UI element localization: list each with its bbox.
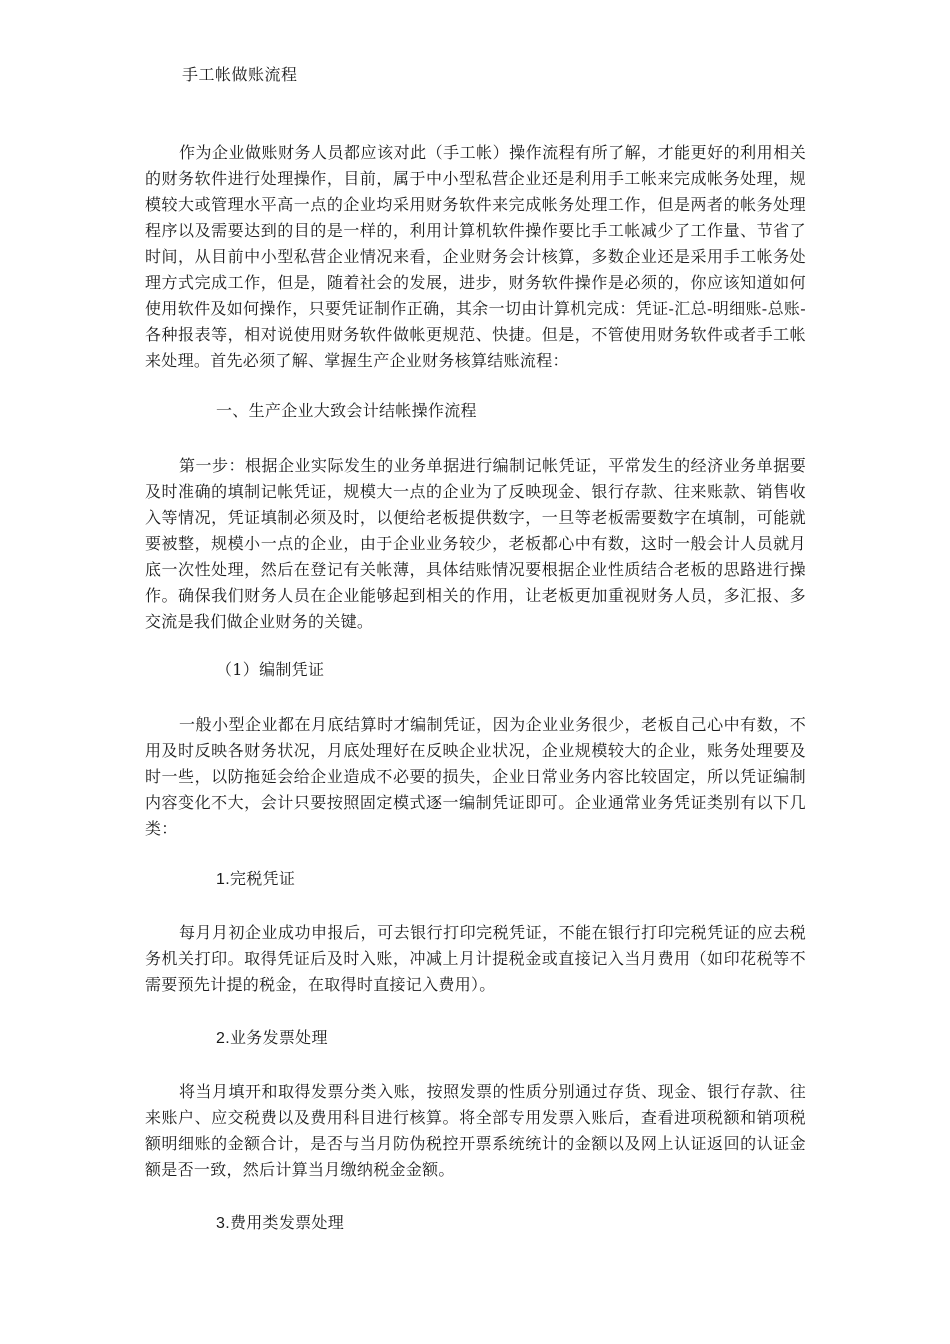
- step-1-paragraph: 第一步：根据企业实际发生的业务单据进行编制记帐凭证，平常发生的经济业务单据要及时准确的填制记帐凭证，规模大一点的企业为了反映现金、银行存款、往来账款、销售收入等情况，凭证填制必须及时，以便给老板提供数字，一旦等老板需要数字在填制，可能就要被整，规模小一点的企业，由于企业业务较少，老板都心中有数，这时一般会计人员就月底一次性处理，然后在登记有关帐薄，具体结账情况要根据企业性质结合老板的思路进行操作。确保我们财务人员在企业能够起到相关的作用，让老板更加重视财务人员，多汇报、多交流是我们做企业财务的关键。: [145, 456, 806, 631]
- subsection-1-heading: （1）编制凭证: [216, 660, 325, 679]
- item-2-paragraph: 将当月填开和取得发票分类入账，按照发票的性质分别通过存货、现金、银行存款、往来账户、应交税费以及费用科目进行核算。将全部专用发票入账后，查看进项税额和销项税额明细账的金额合计，是否与当月防伪税控开票系统统计的金额以及网上认证返回的认证金额是否一致，然后计算当月缴纳税金金额。: [145, 1082, 806, 1179]
- item-3-heading: [216, 1210, 344, 1237]
- item-1-label: 完税凭证: [229, 869, 296, 888]
- item-1-paragraph: 每月月初企业成功申报后，可去银行打印完税凭证，不能在银行打印完税凭证的应去税务机关打印。取得凭证后及时入账，冲减上月计提税金或直接记入当月费用（如印花税等不需要预先计提的税金，在取得时直接记入费用）。: [145, 923, 806, 994]
- item-3-label: 费用类发票处理: [229, 1213, 345, 1232]
- subsection-1-paragraph: 一般小型企业都在月底结算时才编制凭证，因为企业业务很少，老板自己心中有数，不用及时反映各财务状况，月底处理好在反映企业状况，企业规模较大的企业，账务处理要及时一些，以防拖延会给企业造成不必要的损失，企业日常业务内容比较固定，所以凭证编制内容变化不大，会计只要按照固定模式逐一编制凭证即可。企业通常业务凭证类别有以下几类：: [145, 715, 806, 838]
- item-2-number: 2.: [216, 1030, 230, 1047]
- item-2-heading: [216, 1025, 328, 1052]
- document-title: 手工帐做账流程: [182, 65, 298, 84]
- item-1-number: 1.: [216, 871, 230, 888]
- section-1-heading: 一、生产企业大致会计结帐操作流程: [216, 401, 477, 420]
- item-2-label: 业务发票处理: [229, 1028, 328, 1047]
- item-3-number: 3.: [216, 1215, 230, 1232]
- intro-paragraph: 作为企业做账财务人员都应该对此（手工帐）操作流程有所了解，才能更好的利用相关的财务软件进行处理操作，目前，属于中小型私营企业还是利用手工帐来完成帐务处理，规模较大或管理水平高一点的企业均采用财务软件来完成帐务处理工作，但是两者的帐务处理程序以及需要达到的目的是一样的，利用计算机软件操作要比手工帐减少了工作量、节省了时间，从目前中小型私营企业情况来看，企业财务会计核算，多数企业还是采用手工帐务处理方式完成工作，但是，随着社会的发展，进步，财务软件操作是必须的，你应该知道如何使用软件及如何操作，只要凭证制作正确，其余一切由计算机完成：凭证-汇总-明细账-总账-各种报表等，相对说使用财务软件做帐更规范、快捷。但是，不管使用财务软件或者手工帐来处理。首先必须了解、掌握生产企业财务核算结账流程：: [145, 143, 806, 370]
- item-1-heading: [216, 866, 295, 893]
